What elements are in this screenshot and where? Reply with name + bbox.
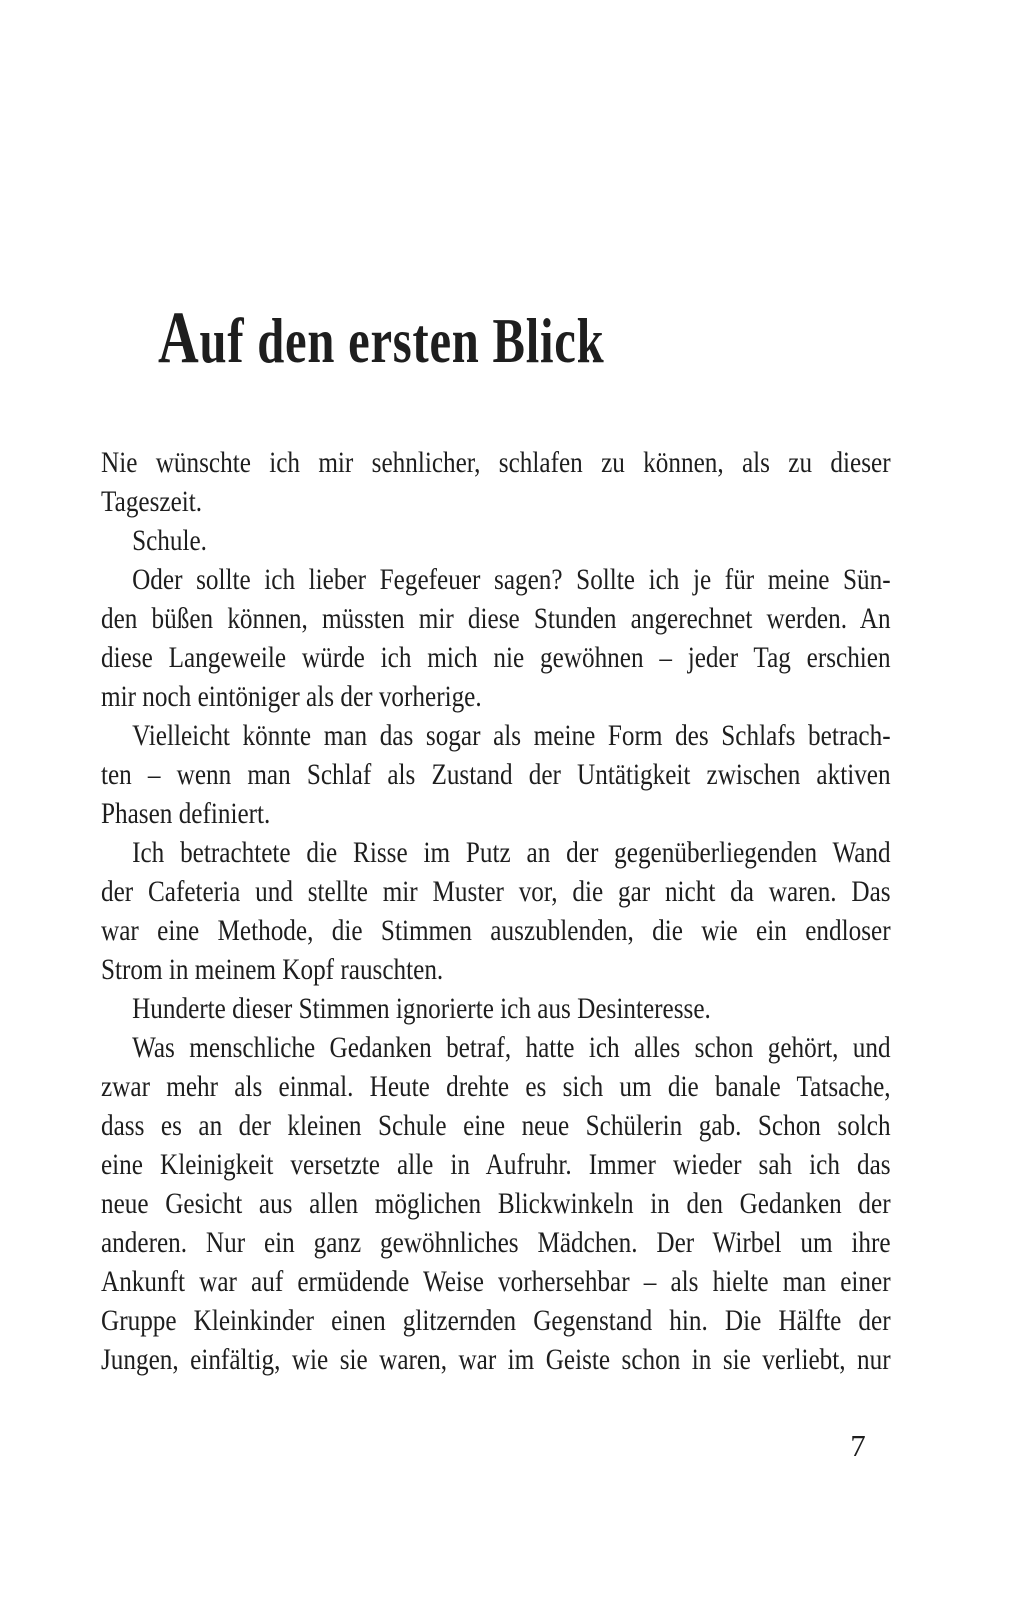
text-line: Hunderte dieser Stimmen ignorierte ich aus Desinteresse. (132, 992, 711, 1025)
text-block (101, 443, 891, 1379)
text-line: den büßen können, müssten mir diese Stunden angerechnet werden. An (101, 602, 891, 635)
chapter-title-rest: uf den ersten Blick (199, 304, 605, 376)
text-line: Ich betrachtete die Risse im Putz an der gegenüberliegenden Wand (132, 836, 891, 869)
text-line: diese Langeweile würde ich mich nie gewöhnen – jeder Tag erschien (101, 641, 891, 674)
text-line: Jungen, einfältig, wie sie waren, war im Geiste schon in sie verliebt, nur (101, 1343, 891, 1376)
text-line: Tageszeit. (101, 485, 203, 518)
text-line: anderen. Nur ein ganz gewöhnliches Mädchen. Der Wirbel um ihre (101, 1226, 891, 1259)
text-line: mir noch eintöniger als der vorherige. (101, 680, 482, 713)
text-line: der Cafeteria und stellte mir Muster vor, die gar nicht da waren. Das (101, 875, 891, 908)
text-line: Strom in meinem Kopf rauschten. (101, 953, 444, 986)
page-number: 7 (850, 1428, 866, 1463)
chapter-title (158, 298, 604, 380)
text-line: Gruppe Kleinkinder einen glitzernden Gegenstand hin. Die Hälfte der (101, 1304, 891, 1337)
text-line: ten – wenn man Schlaf als Zustand der Untätigkeit zwischen aktiven (101, 758, 891, 791)
text-line: Vielleicht könnte man das sogar als meine Form des Schlafs betrach- (132, 719, 891, 752)
text-line: war eine Methode, die Stimmen auszublenden, die wie ein endloser (101, 914, 891, 947)
text-line: Ankunft war auf ermüdende Weise vorhersehbar – als hielte man einer (101, 1265, 891, 1298)
text-line: dass es an der kleinen Schule eine neue Schülerin gab. Schon solch (101, 1109, 891, 1142)
text-line: eine Kleinigkeit versetzte alle in Aufruhr. Immer wieder sah ich das (101, 1148, 891, 1181)
text-line: Phasen definiert. (101, 797, 271, 830)
text-line: Schule. (132, 524, 207, 557)
chapter-title-initial: A (158, 296, 200, 379)
text-line: Oder sollte ich lieber Fegefeuer sagen? Sollte ich je für meine Sün- (132, 563, 891, 596)
text-line: Was menschliche Gedanken betraf, hatte ich alles schon gehört, und (132, 1031, 891, 1064)
text-line: neue Gesicht aus allen möglichen Blickwinkeln in den Gedanken der (101, 1187, 891, 1220)
text-line: zwar mehr als einmal. Heute drehte es sich um die banale Tatsache, (101, 1070, 891, 1103)
text-line: Nie wünschte ich mir sehnlicher, schlafen zu können, als zu dieser (101, 446, 891, 479)
